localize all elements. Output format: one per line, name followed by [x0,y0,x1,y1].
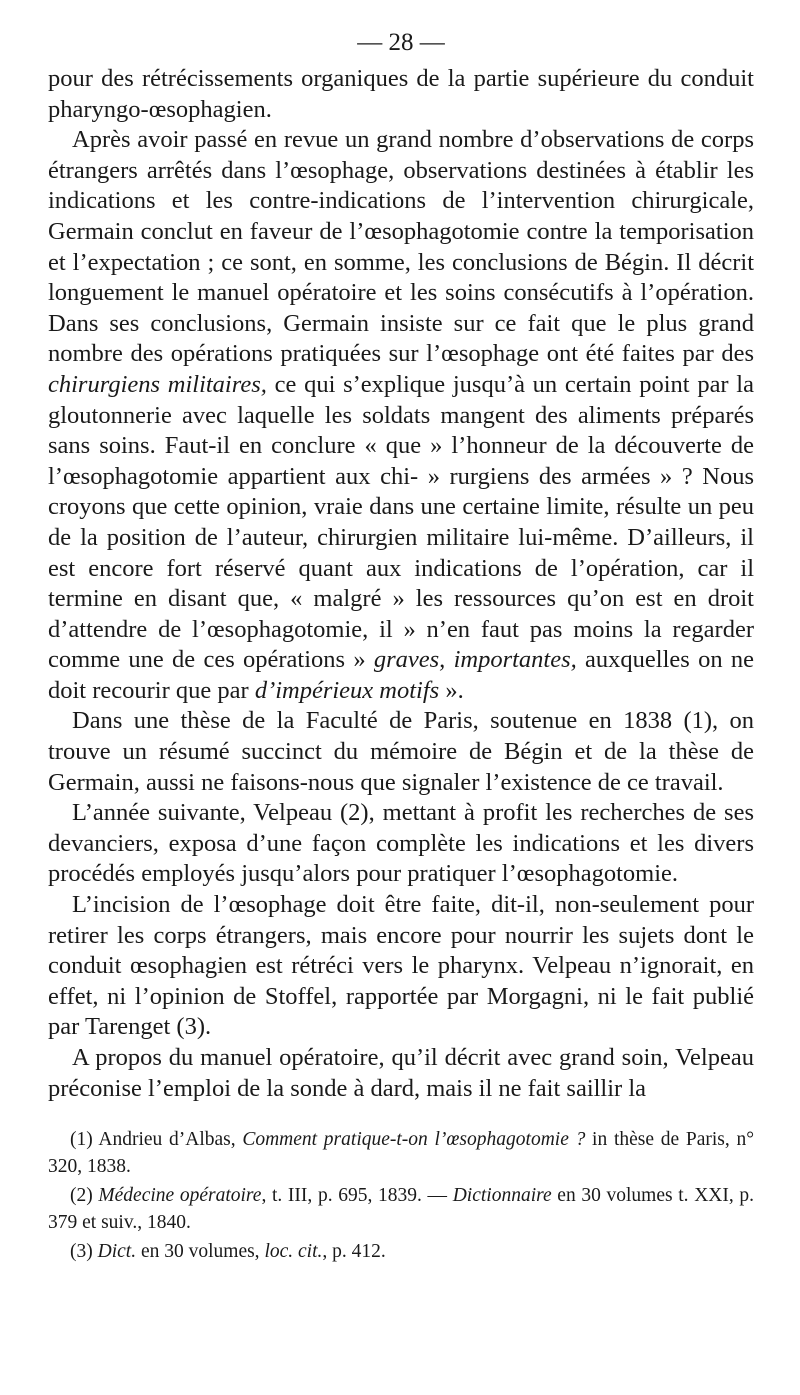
footnote-3-title-1: Dict. [97,1241,137,1263]
page-number: — 28 — [357,29,445,56]
footnote-2-title-1: Médecine opératoire [98,1185,262,1207]
paragraph-2-text-d: ». [439,676,464,704]
footnote-3-title-2: loc. cit. [264,1241,323,1263]
footnote-1 [48,1126,754,1180]
footnote-2-text-c: en 30 volumes t. XXI, p. 379 et suiv., 1840. [48,1185,755,1234]
paragraph-6: A propos du manuel opératoire, qu’il décrit avec grand soin, Velpeau préconise l’emploi de la sonde à dard, mais il ne fait saillir la [48,1044,754,1102]
footnote-1-text-a: (1) Andrieu d’Albas, [70,1129,243,1151]
footnote-2-text-a: (2) [70,1185,99,1207]
paragraph-2-emphasis-1: chirurgiens militaires, [48,370,267,398]
footnote-2-title-2: Dictionnaire [452,1185,552,1207]
paragraph-2-text-c: auxquelles on ne doit recourir que par [48,646,754,704]
paragraph-2-emphasis-3: d’impérieux motifs [254,676,440,704]
footnote-3-text-a: (3) [70,1241,98,1263]
footnote-2 [48,1182,754,1236]
paragraph-2-text-a: Après avoir passé en revue un grand nombre d’observations de corps étrangers arrêtés dans l’œsophage, observations destinées à établir les indications et les contre-indications de l’intervention chirurgicale, Germain conclut en faveur de l’œsophagotomie contre la temporisation et l’expectation ; ce sont, en somme, les conclusions de Bégin. Il décrit longuement le manuel opératoire et les soins consécutifs à l’opération. Dans ses conclusions, Germain insiste sur ce fait que le plus grand nombre des opérations pratiquées sur l’œsophage ont été faites par des [48,126,754,368]
paragraph-2-text-b: ce qui s’explique jusqu’à un certain point par la gloutonnerie avec laquelle les soldats mangent des aliments préparés sans soins. Faut-il en conclure « que » l’honneur de la découverte de l’œsophagotomie appartient aux chi- » rurgiens des armées » ? Nous croyons que cette opinion, vraie dans une certaine limite, résulte un peu de la position de l’auteur, chirurgien militaire lui-même. D’ailleurs, il est encore fort réservé quant aux indications de l’opération, car il termine en disant que, « malgré » les ressources qu’on est en droit d’attendre de l’œsophagotomie, il » n’en faut pas moins la regarder comme une de ces opérations » [48,370,754,674]
paragraph-5: L’incision de l’œsophage doit être faite, dit-il, non-seulement pour retirer les corps étrangers, mais encore pour nourrir les sujets dont le conduit œsophagien est rétréci vers le pharynx. Velpeau n’ignorait, en effet, ni l’opinion de Stoffel, rapportée par Morgagni, ni le fait publié par Tarenget (3). [48,891,754,1041]
main-text [48,64,754,1104]
footnote-1-text-b: in thèse de Paris, n° 320, 1838. [48,1129,754,1178]
footnotes [48,1126,754,1265]
paragraph-1: pour des rétrécissements organiques de la partie supérieure du conduit pharyngo-œsophagien. [48,65,754,123]
footnote-2-text-b: , t. III, p. 695, 1839. — [261,1185,453,1207]
footnote-3 [48,1238,754,1265]
paragraph-2 [48,125,754,706]
paragraph-4: L’année suivante, Velpeau (2), mettant à profit les recherches de ses devanciers, exposa d’une façon complète les indications et les divers procédés employés jusqu’alors pour pratiquer l’œsophagotomie. [48,799,754,888]
footnote-3-text-b: en 30 volumes, [136,1241,265,1263]
footnote-3-text-c: , p. 412. [322,1241,386,1263]
paragraph-2-emphasis-2: graves, importantes, [373,646,577,674]
footnote-1-title: Comment pratique-t-on l’œsophagotomie ? [242,1129,586,1151]
paragraph-3: Dans une thèse de la Faculté de Paris, soutenue en 1838 (1), on trouve un résumé succinct du mémoire de Bégin et de la thèse de Germain, aussi ne faisons-nous que signaler l’existence de ce travail. [48,707,754,796]
